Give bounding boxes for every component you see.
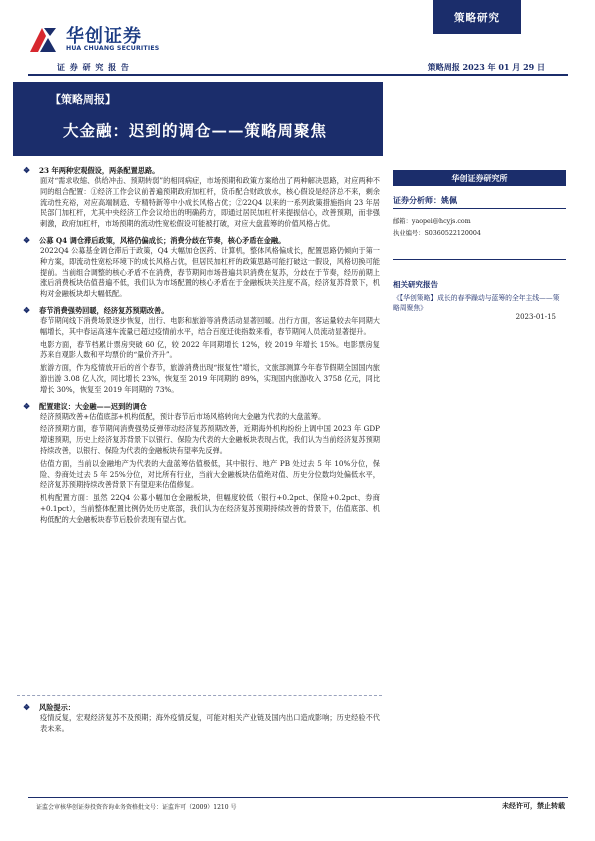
section-heading: ❖ 配置建议：大金融——迟到的调仓 — [23, 400, 147, 411]
section-paragraph: 面对“需求收缩、供给冲击、预期转弱”的相同病症，市场预期和政策方案给出了两种解决思路，对应两种不同的组合配置：①经济工作会议前普遍预期政府加杠杆，货币配合财政放水，核心假设是经济总不来，剩余流动性充裕，对应高端制造、专精特新等中小成长风格占优；②22Q4 以来的一系列政策措施指向 23 年居民部门加杠杆，尤其中央经济工作会议给出的明确药方，即通过居民加杠杆来提振信心，改善预期，而非强刺激，政府加杠杆，市场预期的流动性宽松假设可能被打破，对应大盘蓝筹的价值风格占优。 — [40, 176, 380, 229]
analyst-email: 邮箱：yaopei@hcyjs.com — [393, 218, 471, 225]
section-heading: ❖ 公募 Q4 调仓滞后政策，风格仍偏成长；消费分歧在节奏，核心矛盾在金融。 — [23, 234, 286, 245]
section-paragraph: 经济预期改善+估值底部+机构低配，预计春节后市场风格转向大金融为代表的大盘蓝筹。 — [40, 411, 326, 421]
section-fund-positioning — [23, 234, 380, 300]
logo-english-name: HUA CHUANG SECURITIES — [66, 45, 160, 52]
section-allocation-advice — [23, 400, 380, 526]
related-report-link[interactable]: 《【华创策略】成长的春季躁动与蓝筹的全年主线——策略周聚焦》 — [393, 294, 560, 312]
report-category-tag: 策略研究 — [433, 0, 521, 34]
report-type-label: 证 券 研 究 报 告 — [57, 62, 130, 72]
footer-license-text: 证监会审核华创证券投资咨询业务资格批文号：证监许可（2009）1210 号 — [36, 804, 237, 811]
section-heading: ❖ 23 年两种宏观假设，两条配置思路。 — [23, 165, 160, 175]
section-paragraph: 春节期间线下消费场景逐步恢复，出行、电影和旅游等消费活动显著回暖。出行方面，客运量较去年同期大幅增长，其中春运高速车流量已超过疫情前水平，结合百度迁徙指数来看，春节期间人员流动显著提升。 — [40, 315, 380, 336]
section-risk — [23, 702, 380, 735]
risk-text: 疫情反复，宏观经济复苏不及预期；海外疫情反复，可能对相关产业链及国内出口造成影响；历史经验不代表未来。 — [40, 713, 380, 733]
header-divider — [28, 74, 568, 76]
risk-divider — [17, 695, 382, 696]
section-paragraph: 2022Q4 公募基金调仓滞后于政策，Q4 大幅加仓医药、计算机，整体风格偏成长，配置思路仍倾向于第一种方案，即流动性宽松环境下的成长风格占优，但居民加杠杆的政策思路可能打破这一假设，风格切换可能提前。当前组合调整的核心矛盾不在消费，春节期间市场普遍共识消费在复苏，分歧在于节奏，经历前期上涨后消费板块估值普遍不低，我们认为市场配置的核心矛盾在于金融板块关注度不高，经济复苏背景下，机构对金融板块却大幅低配。 — [40, 245, 380, 299]
company-logo — [28, 22, 158, 56]
sidebar-institute-header: 华创证券研究所 — [393, 170, 566, 186]
section-paragraph: 机构配置方面：虽然 22Q4 公募小幅加仓金融板块，但幅度较低（银行+0.2pct、保险+0.2pct、券商+0.1pct），当前整体配置比例仍处历史底部，我们认为在经济复苏预期持续改善的背景下，估值底部、机构低配的大金融板块春节后股价表现有望占优。 — [40, 493, 380, 524]
report-date-label: 策略周报 2023 年 01 月 29 日 — [427, 62, 545, 72]
page-title: 大金融：迟到的调仓——策略周聚焦 — [63, 121, 328, 140]
diamond-bullet-icon: ❖ — [23, 234, 31, 245]
section-paragraph: 估值方面，当前以金融地产为代表的大盘蓝筹估值极低，其中银行、地产 PB 处过去 5 年 10%分位，保险、券商处过去 5 年 25%分位，对比所有行业，当前大金融板块估值绝对值、历史分位数均处偏低水平，经济复苏预期持续改善背景下有望迎来估值修复。 — [40, 458, 380, 490]
logo-chinese-name: 华创证券 — [66, 26, 142, 47]
footer-divider — [28, 797, 568, 798]
footer-copyright: 未经许可，禁止转载 — [502, 801, 565, 810]
diamond-bullet-icon: ❖ — [23, 304, 31, 315]
analyst-name: 证券分析师：姚佩 — [393, 195, 457, 205]
diamond-bullet-icon: ❖ — [23, 702, 31, 712]
section-heading: ❖ 风险提示： — [23, 702, 75, 712]
diamond-bullet-icon: ❖ — [23, 400, 31, 411]
diamond-bullet-icon: ❖ — [23, 165, 31, 175]
section-paragraph: 旅游方面，作为疫情放开后的首个春节，旅游消费出现“报复性”增长，文旅部测算今年春节假期全国国内旅游出游 3.08 亿人次，同比增长 23%，恢复至 2019 年同期的 89%，实现国内旅游收入 3758 亿元，同比增长 30%，恢复至 2019 年同期的 73%。 — [40, 363, 381, 394]
title-banner — [13, 82, 383, 156]
related-report-date: 2023-01-15 — [515, 313, 556, 321]
logo-mark-icon — [28, 24, 58, 54]
banner-tag: 【策略周报】 — [50, 93, 116, 106]
section-paragraph: 电影方面，春节档累计票房突破 60 亿，较 2022 年同期增长 12%，较 2019 年增长 15%。电影票房复苏来自观影人数和平均票价的“量价齐升”。 — [40, 339, 380, 360]
section-heading: ❖ 春节消费强势回暖，经济复苏预期改善。 — [23, 304, 169, 315]
analyst-license: 执业编号：S0360522120004 — [393, 230, 481, 237]
related-reports-title: 相关研究报告 — [393, 280, 438, 289]
section-macro-assumptions — [23, 165, 380, 230]
sidebar-divider — [393, 259, 566, 260]
main-content — [23, 165, 381, 531]
section-spring-consumption — [23, 304, 381, 396]
sidebar-divider — [393, 208, 566, 209]
section-paragraph: 经济预期方面，春节期间消费强势反弹带动经济复苏预期改善，近期海外机构纷纷上调中国 2023 年 GDP 增速预期，历史上经济复苏背景下以银行、保险为代表的大金融板块表现占优，我们认为当前经济复苏预期持续改善，以银行、保险为代表的金融板块有望率先反弹。 — [40, 424, 380, 455]
